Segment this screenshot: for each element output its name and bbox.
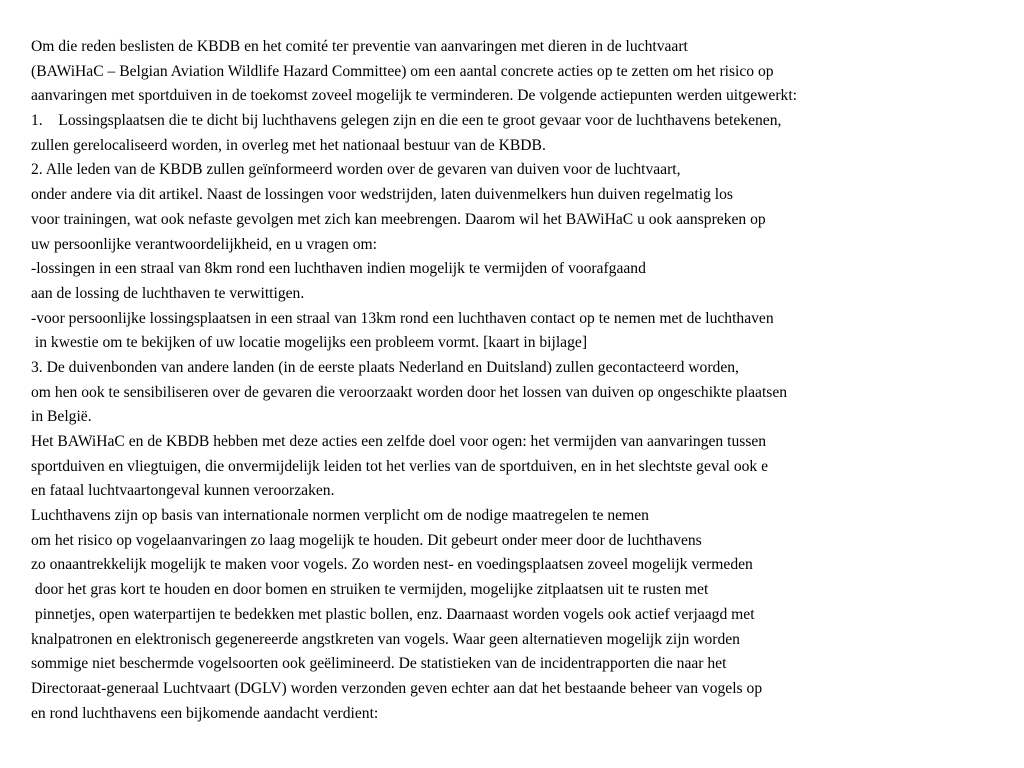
text-line: -voor persoonlijke lossingsplaatsen in een straal van 13km rond een luchthaven contact op te nemen met de luchthaven: [31, 309, 774, 327]
list-item-2: 2. Alle leden van de KBDB zullen geïnformeerd worden over de gevaren van duiven voor de luchtvaart,: [31, 161, 681, 179]
text-line: sommige niet beschermde vogelsoorten ook geëlimineerd. De statistieken van de incidentrapporten die naar het: [31, 655, 727, 673]
text-line: en rond luchthavens een bijkomende aandacht verdient:: [31, 704, 379, 722]
text-line: sportduiven en vliegtuigen, die onvermijdelijk leiden tot het verlies van de sportduiven, en in het slechtste geval ook e: [31, 457, 769, 475]
list-item-1: 1. Lossingsplaatsen die te dicht bij luchthavens gelegen zijn en die een te groot gevaar voor de luchthavens betekenen,: [31, 112, 782, 130]
text-line: aanvaringen met sportduiven in de toekomst zoveel mogelijk te verminderen. De volgende actiepunten werden uitgewerkt:: [31, 87, 798, 105]
text-line: -lossingen in een straal van 8km rond een luchthaven indien mogelijk te vermijden of voorafgaand: [31, 260, 646, 278]
text-line: zullen gerelocaliseerd worden, in overleg met het nationaal bestuur van de KBDB.: [31, 136, 546, 154]
text-line: om het risico op vogelaanvaringen zo laag mogelijk te houden. Dit gebeurt onder meer door de luchthavens: [31, 531, 702, 549]
text-line: Directoraat-generaal Luchtvaart (DGLV) worden verzonden geven echter aan dat het bestaande beheer van vogels op: [31, 679, 763, 697]
text-line: Luchthavens zijn op basis van internationale normen verplicht om de nodige maatregelen te nemen: [31, 507, 649, 525]
text-line: door het gras kort te houden en door bomen en struiken te vermijden, mogelijke zitplaatsen uit te rusten met: [31, 581, 709, 599]
text-line: knalpatronen en elektronisch gegenereerde angstkreten van vogels. Waar geen alternatieven mogelijk zijn worden: [31, 630, 740, 648]
body-text: [31, 35, 991, 726]
text-line: voor trainingen, wat ook nefaste gevolgen met zich kan meebrengen. Daarom wil het BAWiHaC u ook aanspreken op: [31, 210, 766, 228]
text-line: en fataal luchtvaartongeval kunnen veroorzaken.: [31, 482, 335, 500]
list-item-3: 3. De duivenbonden van andere landen (in de eerste plaats Nederland en Duitsland) zullen gecontacteerd worden,: [31, 358, 739, 376]
text-line: om hen ook te sensibiliseren over de gevaren die veroorzaakt worden door het lossen van duiven op ongeschikte plaatsen: [31, 383, 788, 401]
text-line: Het BAWiHaC en de KBDB hebben met deze acties een zelfde doel voor ogen: het vermijden van aanvaringen tussen: [31, 433, 767, 450]
text-line: uw persoonlijke verantwoordelijkheid, en u vragen om:: [31, 235, 378, 253]
text-line: zo onaantrekkelijk mogelijk te maken voor vogels. Zo worden nest- en voedingsplaatsen zoveel mogelijk vermeden: [31, 556, 753, 574]
text-line: in kwestie om te bekijken of uw locatie mogelijks een probleem vormt. [kaart in bijlage]: [31, 334, 588, 352]
text-line: Om die reden beslisten de KBDB en het comité ter preventie van aanvaringen met dieren in de luchtvaart: [31, 38, 688, 55]
text-line: in België.: [31, 408, 92, 426]
text-line: aan de lossing de luchthaven te verwittigen.: [31, 284, 305, 302]
text-line: pinnetjes, open waterpartijen te bedekken met plastic bollen, enz. Daarnaast worden vogels ook actief verjaagd met: [31, 605, 755, 623]
text-line: onder andere via dit artikel. Naast de lossingen voor wedstrijden, laten duivenmelkers hun duiven regelmatig los: [31, 186, 733, 204]
text-line: (BAWiHaC – Belgian Aviation Wildlife Hazard Committee) om een aantal concrete acties op te zetten om het risico op: [31, 62, 774, 80]
